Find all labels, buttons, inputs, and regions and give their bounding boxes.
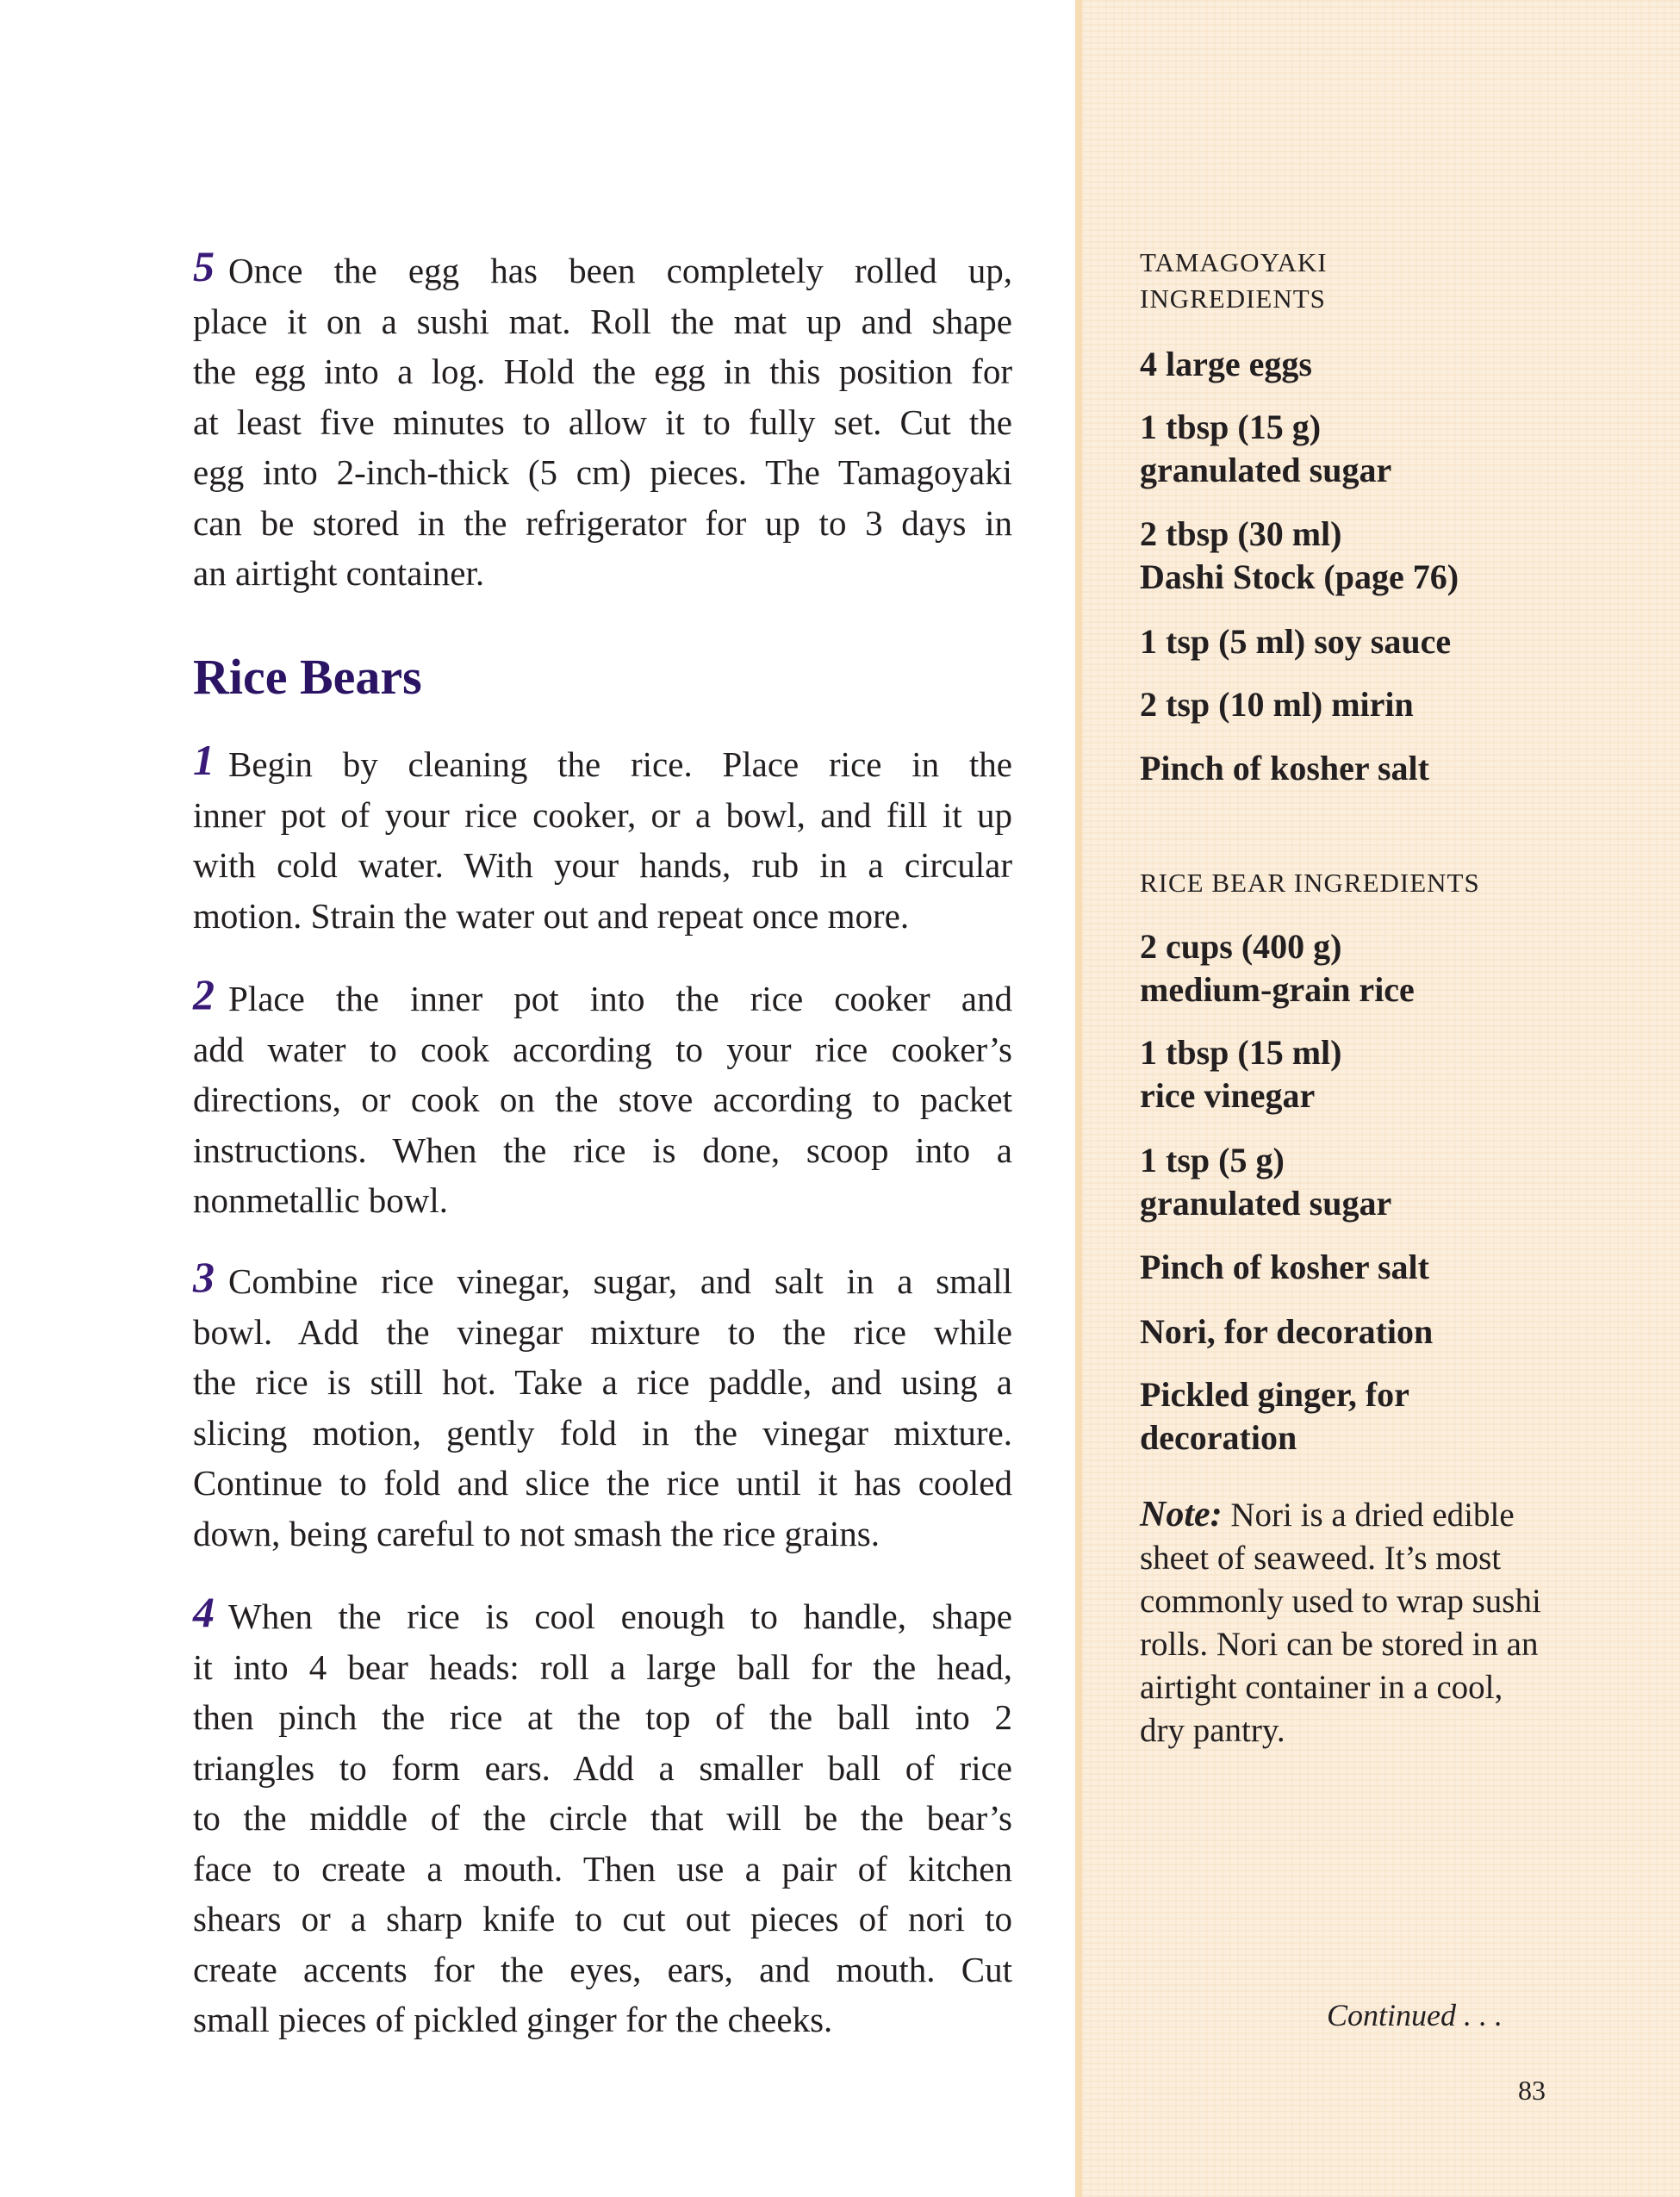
tamagoyaki-label-line: TAMAGOYAKI — [1140, 247, 1328, 277]
step-line: directions, or cook on the stove according to packet — [193, 1080, 1012, 1119]
rice-bear-label-line: RICE BEAR INGREDIENTS — [1140, 868, 1480, 898]
step-line: add water to cook according to your rice cooker’s — [193, 1029, 1012, 1069]
ingredient-item-line: Pinch of kosher salt — [1140, 749, 1429, 787]
ingredient-item — [1140, 1031, 1341, 1117]
step-number: 5 — [193, 242, 215, 290]
step-line: create accents for the eyes, ears, and mouth. Cut — [193, 1949, 1012, 1989]
step-line: to the middle of the circle that will be the bear’s — [193, 1798, 1012, 1838]
step-number: 2 — [193, 970, 215, 1018]
ingredient-item-line: medium-grain rice — [1140, 970, 1415, 1009]
step-line: with cold water. With your hands, rub in a circular — [193, 845, 1012, 885]
ingredient-item-line: Pickled ginger, for — [1140, 1375, 1409, 1414]
ingredient-item-line: 2 tsp (10 ml) mirin — [1140, 685, 1414, 724]
ingredient-item-line: Nori, for decoration — [1140, 1312, 1434, 1351]
ingredient-item-line: 1 tbsp (15 g) — [1140, 408, 1322, 446]
step-text: Begin by cleaning the rice. Place rice in the — [228, 744, 1012, 784]
step-line — [193, 971, 1012, 1024]
step-number: 4 — [193, 1588, 215, 1636]
step-line: place it on a sushi mat. Roll the mat up and shape — [193, 301, 1012, 341]
step-line: small pieces of pickled ginger for the cheeks. — [193, 2000, 833, 2039]
ingredient-item — [1140, 1139, 1391, 1225]
ingredient-item — [1140, 925, 1415, 1011]
step-line: an airtight container. — [193, 553, 485, 593]
step-line: slicing motion, gently fold in the vinegar mixture. — [193, 1412, 1012, 1453]
step-line — [193, 243, 1012, 296]
step-line: then pinch the rice at the top of the ball into 2 — [193, 1697, 1012, 1737]
tamagoyaki-label-line: INGREDIENTS — [1140, 283, 1326, 314]
ingredient-item-line: granulated sugar — [1140, 1184, 1392, 1223]
ingredient-item — [1140, 1246, 1429, 1289]
ingredient-item — [1140, 1373, 1409, 1459]
continued-label: Continued . . . — [1327, 1998, 1503, 2032]
step-line: bowl. Add the vinegar mixture to the rice while — [193, 1311, 1012, 1352]
note-label: Note: — [1140, 1495, 1223, 1534]
step-5 — [193, 243, 1012, 599]
ingredient-item-line: decoration — [1140, 1418, 1297, 1457]
ingredient-item-line: Pinch of kosher salt — [1140, 1248, 1429, 1286]
ingredient-item-line: 1 tbsp (15 ml) — [1140, 1033, 1342, 1072]
step-text: Once the egg has been completely rolled up, — [228, 251, 1012, 290]
step-text: Combine rice vinegar, sugar, and salt in a small — [228, 1261, 1012, 1301]
ingredient-item — [1140, 620, 1451, 663]
step-line — [193, 1589, 1012, 1642]
step-line: motion. Strain the water out and repeat once more. — [193, 895, 910, 936]
page-number: 83 — [1518, 2075, 1546, 2106]
step-text: Place the inner pot into the rice cooker and — [228, 979, 1012, 1018]
step-4 — [193, 1589, 1012, 2045]
step-line — [193, 1254, 1012, 1307]
ingredient-item — [1140, 683, 1414, 726]
ingredient-item-line: 1 tsp (5 g) — [1140, 1141, 1285, 1179]
ingredient-item-line: 2 tbsp (30 ml) — [1140, 514, 1342, 553]
ingredient-item — [1140, 1310, 1433, 1354]
ingredient-item — [1140, 343, 1312, 386]
ingredient-item-line: granulated sugar — [1140, 451, 1392, 489]
tamagoyaki-label — [1140, 245, 1328, 317]
ingredient-item-line: 1 tsp (5 ml) soy sauce — [1140, 622, 1452, 661]
step-2 — [193, 971, 1012, 1226]
ingredient-item — [1140, 406, 1391, 492]
step-line: down, being careful to not smash the rice grains. — [193, 1513, 880, 1553]
ingredient-item-line: 2 cups (400 g) — [1140, 927, 1342, 966]
ingredient-item — [1140, 747, 1429, 790]
step-3 — [193, 1254, 1012, 1559]
step-number: 1 — [193, 736, 215, 784]
ingredient-item-line: 4 large eggs — [1140, 345, 1312, 383]
note-box — [1140, 1493, 1553, 1752]
recipe-heading: Rice Bears — [193, 649, 422, 705]
step-number: 3 — [193, 1253, 215, 1301]
step-line: it into 4 bear heads: roll a large ball for the head, — [193, 1646, 1012, 1687]
step-line: egg into 2-inch-thick (5 cm) pieces. The Tamagoyaki — [193, 452, 1012, 492]
step-line: triangles to form ears. Add a smaller ball of rice — [193, 1747, 1012, 1788]
step-line: Continue to fold and slice the rice until it has cooled — [193, 1463, 1012, 1503]
step-line: shears or a sharp knife to cut out pieces of nori to — [193, 1899, 1012, 1939]
step-line: can be stored in the refrigerator for up to 3 days in — [193, 502, 1012, 543]
step-line: the egg into a log. Hold the egg in this position for — [193, 352, 1012, 391]
ingredient-item — [1140, 513, 1459, 599]
step-line: instructions. When the rice is done, scoop into a — [193, 1130, 1012, 1170]
ingredient-item-line: rice vinegar — [1140, 1076, 1316, 1115]
rice-bear-label — [1140, 865, 1480, 901]
step-line: the rice is still hot. Take a rice paddle, and using a — [193, 1362, 1012, 1402]
step-line — [193, 737, 1012, 790]
step-text: When the rice is cool enough to handle, shape — [228, 1596, 1012, 1636]
step-line: face to create a mouth. Then use a pair of kitchen — [193, 1848, 1012, 1889]
step-line: nonmetallic bowl. — [193, 1180, 449, 1220]
step-1 — [193, 737, 1012, 941]
step-line: at least five minutes to allow it to fully set. Cut the — [193, 401, 1012, 442]
step-line: inner pot of your rice cooker, or a bowl, and fill it up — [193, 794, 1012, 835]
note-text: Nori is a dried edible sheet of seaweed. It’s most commonly used to wrap sushi rolls. Nori can be stored in an airtight container in a cool, dry pantry. — [1140, 1497, 1541, 1749]
ingredient-item-line: Dashi Stock (page 76) — [1140, 557, 1459, 596]
